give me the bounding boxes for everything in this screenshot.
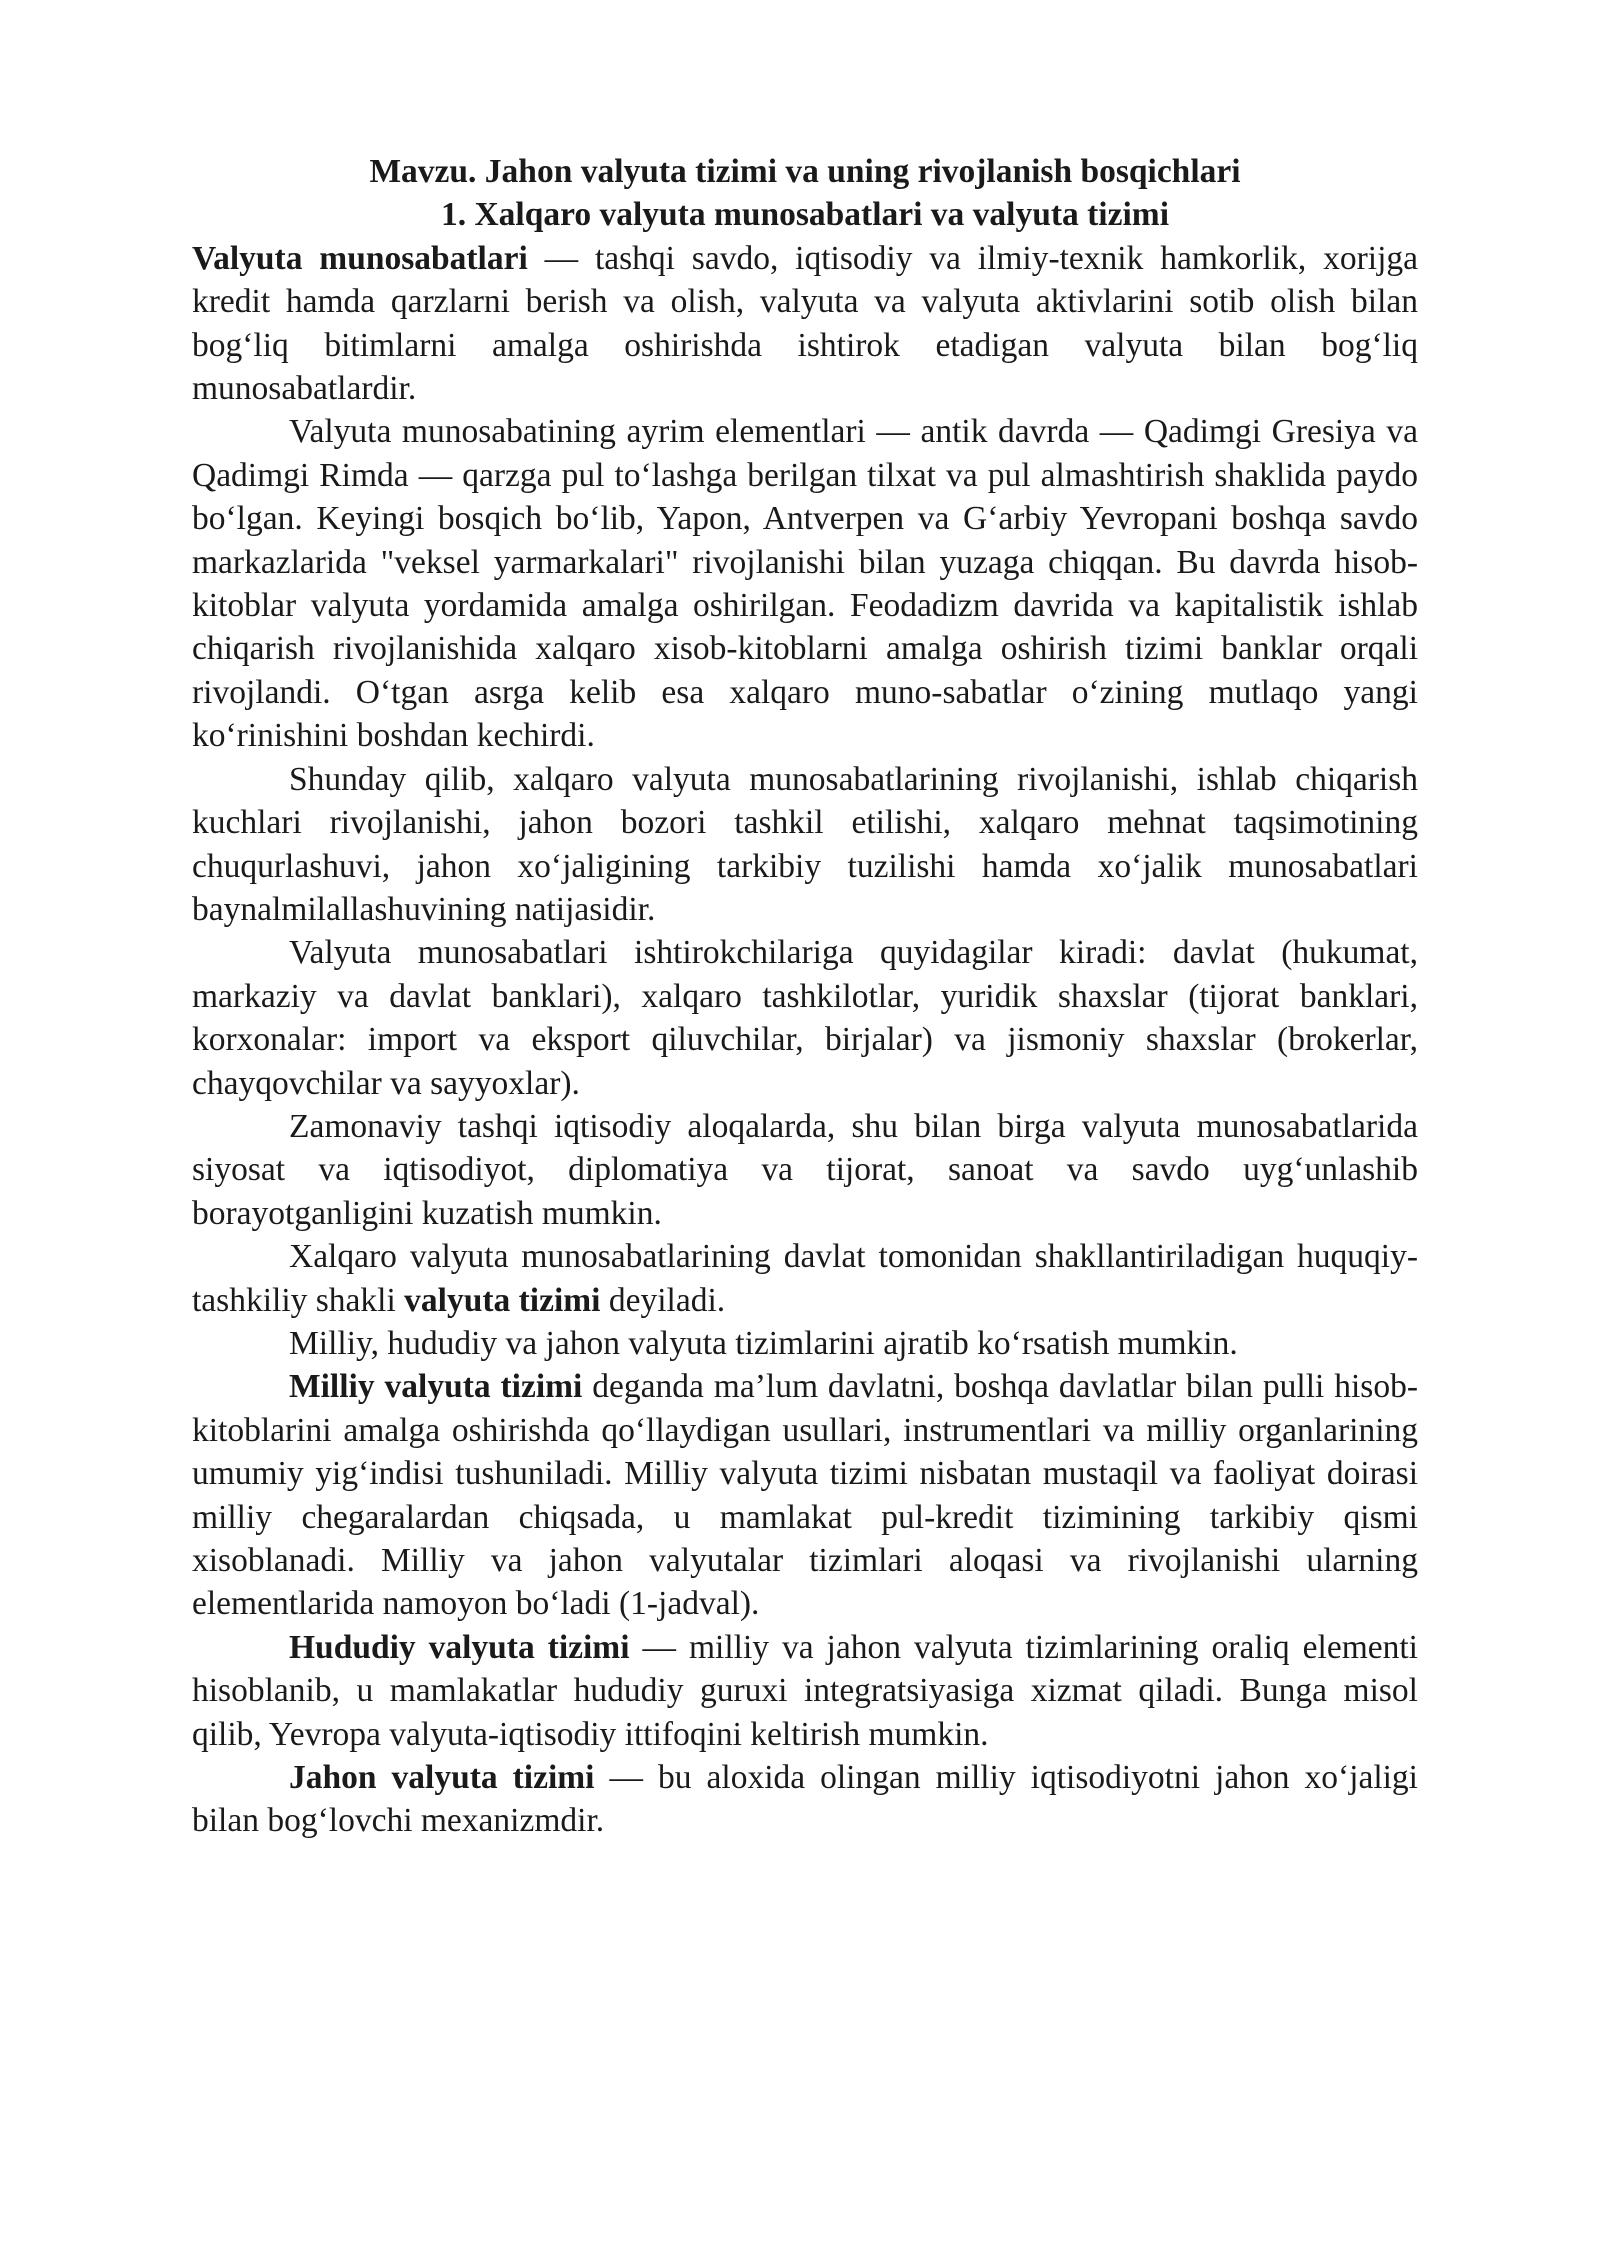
paragraph-hududiy-valyuta-tizimi — [192, 1626, 1418, 1756]
paragraph-development — [192, 758, 1418, 932]
term-milliy-valyuta-tizimi: Milliy valyuta tizimi — [289, 1368, 583, 1406]
paragraph-valyuta-munosabatlari — [192, 237, 1418, 411]
paragraph-text: Valyuta munosabatlari ishtirokchilariga quyidagilar kiradi: davlat (hukumat, markaziy va davlat banklari), xalqaro tashkilotlar, yuridik shaxslar (tijorat banklari, korxonalar: import va eksport qiluvchilar, birjalar) va jismoniy shaxslar (brokerlar, chayqovchilar va sayyoxlar). — [192, 934, 1418, 1102]
term-jahon-valyuta-tizimi: Jahon valyuta tizimi — [289, 1759, 595, 1797]
term-valyuta-munosabatlari: Valyuta munosabatlari — [192, 239, 528, 277]
paragraph-text: — milliy va jahon valyuta tizimlarining oraliq elementi hisoblanib, u mamlakatlar hududiy guruxi integratsiyasiga xizmat qiladi. Bunga misol qilib, Yevropa valyuta-iqtisodiy ittifoqini keltirish mumkin. — [192, 1628, 1418, 1753]
paragraph-valyuta-tizimi-definition — [192, 1235, 1418, 1322]
document-page — [192, 150, 1418, 1843]
paragraph-text: Xalqaro valyuta munosabatlarining davlat tomonidan shakllantiriladigan huquqiy-tashkiliy shakli — [192, 1238, 1418, 1319]
paragraph-text: deyiladi. — [600, 1281, 726, 1319]
paragraph-text: Valyuta munosabatining ayrim elementlari — antik davrda — Qadimgi Gresiya va Qadimgi Rimda — qarzga pul to‘lashga berilgan tilxat va pul almashtirish shaklida paydo bo‘lgan. Keyingi bosqich bo‘lib, Yapon, Antverpen va G‘arbiy Yevropani boshqa savdo markazlarida "veksel yarmarkalari" rivojlanishi bilan yuzaga chiqqan. Bu davrda hisob-kitoblar valyuta yordamida amalga oshirilgan. Feodadizm davrida va kapitalistik ishlab chiqarish rivojlanishida xalqaro xisob-kitoblarni amalga oshirish tizimi banklar orqali rivojlandi. O‘tgan asrga kelib esa xalqaro muno-sabatlar o‘zining mutlaqo yangi ko‘rinishini boshdan kechirdi. — [192, 413, 1418, 755]
document-title: Mavzu. Jahon valyuta tizimi va uning rivojlanish bosqichlari — [369, 153, 1241, 190]
term-valyuta-tizimi: valyuta tizimi — [404, 1281, 601, 1319]
term-hududiy-valyuta-tizimi: Hududiy valyuta tizimi — [289, 1628, 630, 1666]
paragraph-text: deganda ma’lum davlatni, boshqa davlatlar bilan pulli hisob-kitoblarini amalga oshirishda qo‘llaydigan usullari, instrumentlari va milliy organlarining umumiy yig‘indisi tushuniladi. Milliy valyuta tizimi nisbatan mustaqil va faoliyat doirasi milliy chegaralardan chiqsada, u mamlakat pul-kredit tizimining tarkibiy qismi xisoblanadi. Milliy va jahon valyutalar tizimlari aloqasi va rivojlanishi ularning elementlarida namoyon bo‘ladi (1-jadval). — [192, 1368, 1418, 1623]
paragraph-history — [192, 410, 1418, 757]
paragraph-participants — [192, 931, 1418, 1105]
paragraph-text: Milliy, hududiy va jahon valyuta tizimlarini ajratib ko‘rsatish mumkin. — [289, 1324, 1238, 1362]
paragraph-system-types — [192, 1322, 1418, 1365]
paragraph-text: — tashqi savdo, iqtisodiy va ilmiy-texnik hamkorlik, xorijga kredit hamda qarzlarni berish va olish, valyuta va valyuta aktivlarini sotib olish bilan bog‘liq bitimlarni amalga oshirishda ishtirok etadigan valyuta bilan bog‘liq munosabatlardir. — [192, 239, 1418, 408]
paragraph-text: Shunday qilib, xalqaro valyuta munosabatlarining rivojlanishi, ishlab chiqarish kuchlari rivojlanishi, jahon bozori tashkil etilishi, xalqaro mehnat taqsimotining chuqurlashuvi, jahon xo‘jaligining tarkibiy tuzilishi hamda xo‘jalik munosabatlari baynalmilallashuvining natijasidir. — [192, 760, 1418, 928]
paragraph-text: — bu aloxida olingan milliy iqtisodiyotni jahon xo‘jaligi bilan bog‘lovchi mexanizmdir. — [192, 1759, 1418, 1840]
paragraph-milliy-valyuta-tizimi — [192, 1365, 1418, 1625]
section-title: 1. Xalqaro valyuta munosabatlari va valyuta tizimi — [440, 196, 1170, 234]
paragraph-text: Zamonaviy tashqi iqtisodiy aloqalarda, shu bilan birga valyuta munosabatlarida siyosat va iqtisodiyot, diplomatiya va tijorat, sanoat va savdo uyg‘unlashib borayotganligini kuzatish mumkin. — [192, 1107, 1418, 1232]
paragraph-modern-relations — [192, 1105, 1418, 1235]
paragraph-jahon-valyuta-tizimi — [192, 1756, 1418, 1843]
